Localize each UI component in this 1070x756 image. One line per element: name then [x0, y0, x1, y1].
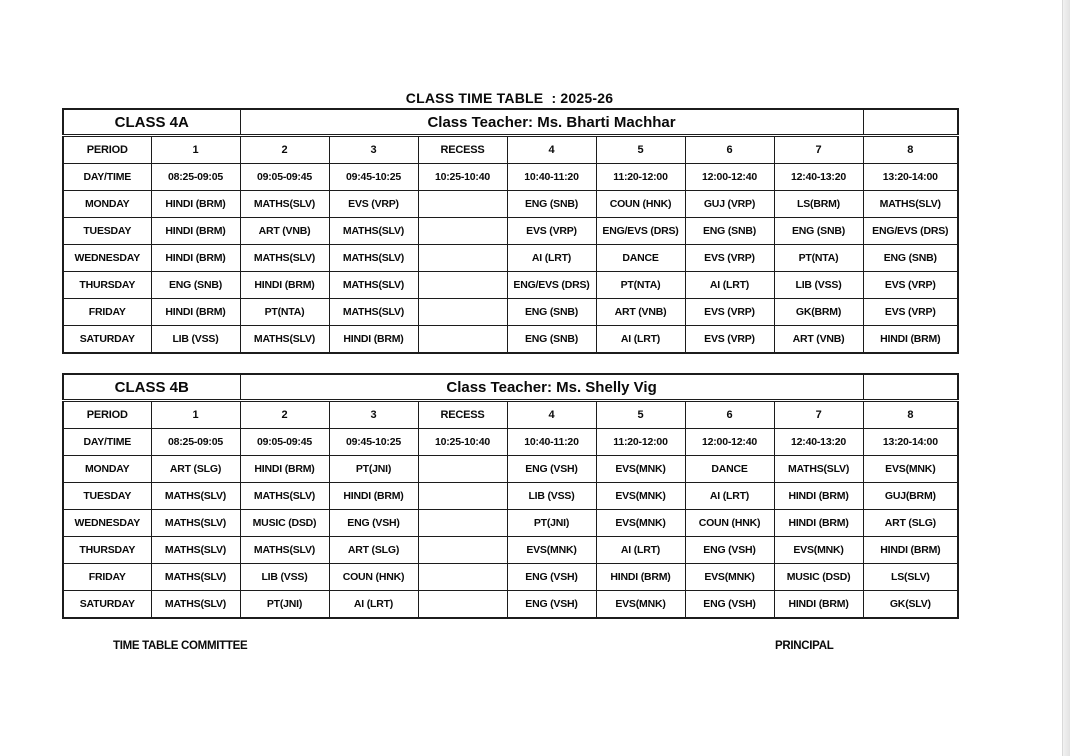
period-header-row-cell: 8 [863, 136, 958, 164]
day-row-thursday-cell: LIB (VSS) [774, 272, 863, 299]
day-row-wednesday-cell: PT(NTA) [774, 245, 863, 272]
time-header-row [63, 164, 958, 191]
time-header-row-cell: 09:05-09:45 [240, 429, 329, 456]
day-row-monday-cell: MONDAY [63, 191, 151, 218]
day-row-tuesday-cell: TUESDAY [63, 218, 151, 245]
day-row-wednesday-cell: DANCE [596, 245, 685, 272]
day-row-wednesday-cell: HINDI (BRM) [774, 510, 863, 537]
day-row-thursday-cell: MATHS(SLV) [151, 537, 240, 564]
day-row-thursday-cell [418, 537, 507, 564]
day-row-tuesday-cell: ENG (SNB) [685, 218, 774, 245]
period-header-row-cell: 8 [863, 401, 958, 429]
day-row-wednesday-cell: HINDI (BRM) [151, 245, 240, 272]
day-row-thursday-cell: EVS(MNK) [774, 537, 863, 564]
time-header-row-cell: DAY/TIME [63, 429, 151, 456]
day-row-friday-cell: FRIDAY [63, 564, 151, 591]
day-row-wednesday-cell: MATHS(SLV) [329, 245, 418, 272]
time-header-row-cell: 12:40-13:20 [774, 429, 863, 456]
day-row-saturday-cell: EVS(MNK) [596, 591, 685, 619]
day-row-saturday-cell [418, 326, 507, 354]
day-row-tuesday-cell: EVS (VRP) [507, 218, 596, 245]
day-row-thursday-cell: ART (SLG) [329, 537, 418, 564]
day-row-saturday-cell: HINDI (BRM) [774, 591, 863, 619]
day-row-saturday-cell: MATHS(SLV) [151, 591, 240, 619]
day-row-thursday [63, 272, 958, 299]
time-header-row-cell: 10:40-11:20 [507, 164, 596, 191]
day-row-friday-cell: HINDI (BRM) [151, 299, 240, 326]
timetable-class-4b [62, 373, 959, 619]
day-row-tuesday-cell: TUESDAY [63, 483, 151, 510]
day-row-tuesday-cell: HINDI (BRM) [329, 483, 418, 510]
day-row-monday-cell: PT(JNI) [329, 456, 418, 483]
day-row-friday-cell: PT(NTA) [240, 299, 329, 326]
day-row-friday-cell: ENG (VSH) [507, 564, 596, 591]
day-row-friday [63, 564, 958, 591]
day-row-saturday-cell: AI (LRT) [329, 591, 418, 619]
day-row-friday-cell: FRIDAY [63, 299, 151, 326]
day-row-saturday-cell: MATHS(SLV) [240, 326, 329, 354]
day-row-monday-cell: COUN (HNK) [596, 191, 685, 218]
day-row-friday-cell: LIB (VSS) [240, 564, 329, 591]
day-row-thursday-cell: PT(NTA) [596, 272, 685, 299]
day-row-thursday-cell: ENG (SNB) [151, 272, 240, 299]
page-edge-shadow [1062, 0, 1070, 756]
day-row-thursday-cell: HINDI (BRM) [240, 272, 329, 299]
time-header-row-cell: 12:00-12:40 [685, 429, 774, 456]
period-header-row-cell: 4 [507, 401, 596, 429]
day-row-friday-cell: GK(BRM) [774, 299, 863, 326]
day-row-friday-cell: EVS (VRP) [863, 299, 958, 326]
time-header-row-cell: 13:20-14:00 [863, 164, 958, 191]
time-header-row-cell: 12:40-13:20 [774, 164, 863, 191]
period-header-row-cell: 6 [685, 136, 774, 164]
day-row-wednesday-cell: MUSIC (DSD) [240, 510, 329, 537]
day-row-monday-cell: HINDI (BRM) [240, 456, 329, 483]
time-header-row-cell: DAY/TIME [63, 164, 151, 191]
day-row-monday-cell [418, 456, 507, 483]
timetable-class-4a [62, 108, 959, 354]
day-row-tuesday-cell: HINDI (BRM) [774, 483, 863, 510]
day-row-thursday-cell: MATHS(SLV) [329, 272, 418, 299]
page-title: CLASS TIME TABLE : 2025-26 [405, 90, 614, 106]
day-row-monday-cell: EVS(MNK) [863, 456, 958, 483]
period-header-row-cell: 4 [507, 136, 596, 164]
day-row-thursday-cell: THURSDAY [63, 537, 151, 564]
time-header-row-cell: 11:20-12:00 [596, 164, 685, 191]
time-header-row-cell: 10:40-11:20 [507, 429, 596, 456]
time-header-row-cell: 13:20-14:00 [863, 429, 958, 456]
day-row-wednesday [63, 245, 958, 272]
day-row-tuesday-cell: MATHS(SLV) [329, 218, 418, 245]
day-row-monday [63, 191, 958, 218]
day-row-thursday-cell [418, 272, 507, 299]
period-header-row-cell: 7 [774, 136, 863, 164]
period-header-row [63, 401, 958, 429]
day-row-friday-cell: LS(SLV) [863, 564, 958, 591]
time-header-row-cell: 09:45-10:25 [329, 429, 418, 456]
day-row-wednesday-cell [418, 245, 507, 272]
day-row-tuesday-cell [418, 483, 507, 510]
day-row-tuesday-cell: EVS(MNK) [596, 483, 685, 510]
time-header-row [63, 429, 958, 456]
day-row-saturday-cell: SATURDAY [63, 591, 151, 619]
period-header-row-cell: 5 [596, 401, 685, 429]
day-row-monday-cell: ART (SLG) [151, 456, 240, 483]
day-row-thursday-cell: THURSDAY [63, 272, 151, 299]
day-row-monday-cell [418, 191, 507, 218]
period-header-row-cell: 5 [596, 136, 685, 164]
day-row-wednesday-cell: AI (LRT) [507, 245, 596, 272]
day-row-wednesday-cell: ENG (VSH) [329, 510, 418, 537]
day-row-thursday-cell: MATHS(SLV) [240, 537, 329, 564]
time-header-row-cell: 09:45-10:25 [329, 164, 418, 191]
day-row-saturday-cell [418, 591, 507, 619]
day-row-thursday-cell: EVS(MNK) [507, 537, 596, 564]
day-row-wednesday-cell: ENG (SNB) [863, 245, 958, 272]
time-header-row-cell: 10:25-10:40 [418, 164, 507, 191]
day-row-monday-cell: EVS (VRP) [329, 191, 418, 218]
day-row-monday-cell: ENG (VSH) [507, 456, 596, 483]
period-header-row [63, 136, 958, 164]
day-row-monday-cell: ENG (SNB) [507, 191, 596, 218]
day-row-saturday-cell: EVS (VRP) [685, 326, 774, 354]
day-row-wednesday-cell: EVS (VRP) [685, 245, 774, 272]
header-corner-cell [863, 374, 958, 401]
day-row-tuesday-cell: GUJ(BRM) [863, 483, 958, 510]
period-header-row-cell: 3 [329, 401, 418, 429]
day-row-saturday [63, 326, 958, 354]
day-row-saturday-cell: HINDI (BRM) [329, 326, 418, 354]
day-row-thursday-cell: ENG/EVS (DRS) [507, 272, 596, 299]
day-row-friday-cell: COUN (HNK) [329, 564, 418, 591]
class-label: CLASS 4B [63, 374, 240, 401]
day-row-wednesday-cell: WEDNESDAY [63, 245, 151, 272]
day-row-saturday [63, 591, 958, 619]
day-row-friday-cell: EVS(MNK) [685, 564, 774, 591]
time-header-row-cell: 11:20-12:00 [596, 429, 685, 456]
day-row-monday-cell: MATHS(SLV) [774, 456, 863, 483]
day-row-saturday-cell: SATURDAY [63, 326, 151, 354]
day-row-saturday-cell: LIB (VSS) [151, 326, 240, 354]
day-row-monday-cell: MATHS(SLV) [240, 191, 329, 218]
period-header-row-cell: 2 [240, 401, 329, 429]
day-row-wednesday-cell [418, 510, 507, 537]
day-row-tuesday-cell: HINDI (BRM) [151, 218, 240, 245]
time-header-row-cell: 08:25-09:05 [151, 164, 240, 191]
day-row-thursday-cell: EVS (VRP) [863, 272, 958, 299]
day-row-tuesday [63, 218, 958, 245]
time-header-row-cell: 12:00-12:40 [685, 164, 774, 191]
period-header-row-cell: 1 [151, 401, 240, 429]
period-header-row-cell: 2 [240, 136, 329, 164]
day-row-wednesday-cell: COUN (HNK) [685, 510, 774, 537]
class-teacher-label: Class Teacher: Ms. Bharti Machhar [240, 109, 863, 136]
day-row-wednesday-cell: PT(JNI) [507, 510, 596, 537]
day-row-thursday-cell: AI (LRT) [596, 537, 685, 564]
period-header-row-cell: RECESS [418, 136, 507, 164]
day-row-friday-cell: MUSIC (DSD) [774, 564, 863, 591]
period-header-row-cell: 6 [685, 401, 774, 429]
day-row-thursday [63, 537, 958, 564]
day-row-monday-cell: HINDI (BRM) [151, 191, 240, 218]
period-header-row-cell: PERIOD [63, 136, 151, 164]
day-row-friday-cell: HINDI (BRM) [596, 564, 685, 591]
day-row-tuesday-cell: ENG (SNB) [774, 218, 863, 245]
day-row-friday-cell: ENG (SNB) [507, 299, 596, 326]
class-label: CLASS 4A [63, 109, 240, 136]
day-row-tuesday-cell: ART (VNB) [240, 218, 329, 245]
day-row-monday-cell: MONDAY [63, 456, 151, 483]
day-row-friday-cell: MATHS(SLV) [151, 564, 240, 591]
day-row-saturday-cell: AI (LRT) [596, 326, 685, 354]
day-row-wednesday-cell: EVS(MNK) [596, 510, 685, 537]
time-header-row-cell: 09:05-09:45 [240, 164, 329, 191]
day-row-saturday-cell: ART (VNB) [774, 326, 863, 354]
day-row-monday-cell: EVS(MNK) [596, 456, 685, 483]
period-header-row-cell: 1 [151, 136, 240, 164]
day-row-monday-cell: GUJ (VRP) [685, 191, 774, 218]
day-row-friday-cell: MATHS(SLV) [329, 299, 418, 326]
day-row-saturday-cell: ENG (SNB) [507, 326, 596, 354]
day-row-monday-cell: DANCE [685, 456, 774, 483]
day-row-thursday-cell: AI (LRT) [685, 272, 774, 299]
day-row-wednesday-cell: MATHS(SLV) [240, 245, 329, 272]
day-row-tuesday-cell: MATHS(SLV) [151, 483, 240, 510]
period-header-row-cell: 7 [774, 401, 863, 429]
period-header-row-cell: RECESS [418, 401, 507, 429]
footer-principal: PRINCIPAL [775, 640, 834, 652]
header-corner-cell [863, 109, 958, 136]
day-row-monday [63, 456, 958, 483]
day-row-saturday-cell: ENG (VSH) [685, 591, 774, 619]
day-row-monday-cell: LS(BRM) [774, 191, 863, 218]
day-row-tuesday-cell [418, 218, 507, 245]
day-row-thursday-cell: ENG (VSH) [685, 537, 774, 564]
day-row-tuesday-cell: MATHS(SLV) [240, 483, 329, 510]
day-row-tuesday [63, 483, 958, 510]
day-row-saturday-cell: PT(JNI) [240, 591, 329, 619]
footer-timetable-committee: TIME TABLE COMMITTEE [113, 640, 248, 652]
day-row-wednesday-cell: MATHS(SLV) [151, 510, 240, 537]
day-row-wednesday-cell: ART (SLG) [863, 510, 958, 537]
period-header-row-cell: 3 [329, 136, 418, 164]
day-row-friday-cell [418, 299, 507, 326]
day-row-saturday-cell: GK(SLV) [863, 591, 958, 619]
day-row-tuesday-cell: LIB (VSS) [507, 483, 596, 510]
day-row-tuesday-cell: AI (LRT) [685, 483, 774, 510]
day-row-tuesday-cell: ENG/EVS (DRS) [863, 218, 958, 245]
day-row-tuesday-cell: ENG/EVS (DRS) [596, 218, 685, 245]
day-row-saturday-cell: ENG (VSH) [507, 591, 596, 619]
period-header-row-cell: PERIOD [63, 401, 151, 429]
time-header-row-cell: 10:25-10:40 [418, 429, 507, 456]
class-teacher-label: Class Teacher: Ms. Shelly Vig [240, 374, 863, 401]
day-row-saturday-cell: HINDI (BRM) [863, 326, 958, 354]
day-row-monday-cell: MATHS(SLV) [863, 191, 958, 218]
class-header-row [63, 374, 958, 401]
time-header-row-cell: 08:25-09:05 [151, 429, 240, 456]
class-header-row [63, 109, 958, 136]
day-row-friday-cell [418, 564, 507, 591]
day-row-thursday-cell: HINDI (BRM) [863, 537, 958, 564]
day-row-wednesday-cell: WEDNESDAY [63, 510, 151, 537]
day-row-friday-cell: EVS (VRP) [685, 299, 774, 326]
day-row-friday [63, 299, 958, 326]
day-row-wednesday [63, 510, 958, 537]
day-row-friday-cell: ART (VNB) [596, 299, 685, 326]
